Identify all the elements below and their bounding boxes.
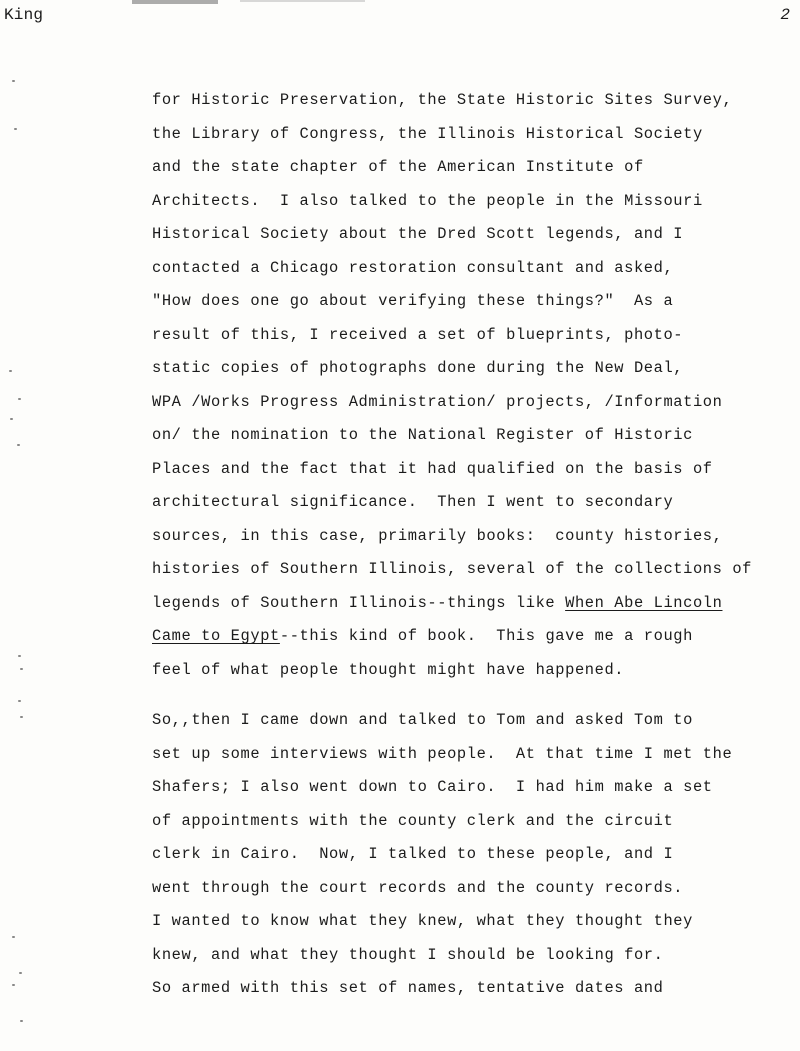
header-author: King — [4, 6, 44, 24]
text-line: and the state chapter of the American Institute of — [152, 158, 644, 176]
text-line: clerk in Cairo. Now, I talked to these people, and I — [152, 845, 674, 863]
margin-speck — [12, 984, 15, 986]
text-line: of appointments with the county clerk and the circuit — [152, 811, 674, 830]
page-number: 2 — [780, 6, 790, 24]
text-line: WPA /Works Progress Administration/ projects, /Information — [152, 392, 723, 411]
text-line: Places and the fact that it had qualified on the basis of — [152, 459, 713, 478]
text-line: So,,then I came down and talked to Tom and asked Tom to — [152, 711, 693, 729]
text-line: result of this, I received a set of blueprints, photo- — [152, 325, 684, 344]
text-line: knew, and what they thought I should be looking for. — [152, 945, 664, 964]
top-scan-smudge — [240, 0, 365, 2]
text-line: "How does one go about verifying these things?" As a — [152, 292, 674, 310]
margin-speck — [10, 418, 13, 420]
text-line: contacted a Chicago restoration consultant and asked, — [152, 258, 674, 277]
text-line: So armed with this set of names, tentative dates and — [152, 979, 664, 997]
underlined-book-title: Came to Egypt — [152, 627, 280, 645]
margin-speck — [18, 700, 21, 702]
text-line: Shafers; I also went down to Cairo. I had him make a set — [152, 778, 713, 796]
text-line-with-title — [152, 620, 792, 654]
text-line: sources, in this case, primarily books: county histories, — [152, 526, 723, 545]
text-line: on/ the nomination to the National Register of Historic — [152, 426, 693, 444]
margin-speck — [12, 80, 15, 82]
line-prefix: legends of Southern Illinois--things like — [152, 593, 566, 612]
text-line: went through the court records and the county records. — [152, 878, 684, 897]
margin-speck — [20, 716, 23, 718]
text-line: Architects. I also talked to the people in the Missouri — [152, 191, 703, 210]
margin-speck — [18, 398, 21, 400]
text-line: set up some interviews with people. At that time I met the — [152, 744, 733, 763]
text-line: architectural significance. Then I went to secondary — [152, 493, 674, 511]
transcript-body — [152, 84, 792, 1006]
line-suffix: --this kind of book. This gave me a rough — [279, 627, 693, 645]
margin-speck — [20, 668, 23, 670]
text-line: feel of what people thought might have happened. — [152, 660, 625, 679]
paragraph-gap — [152, 687, 792, 704]
text-line-with-title — [152, 587, 792, 621]
top-scan-smudge — [132, 0, 218, 4]
margin-speck — [9, 370, 12, 372]
text-line: for Historic Preservation, the State Historic Sites Survey, — [152, 91, 733, 109]
margin-speck — [18, 655, 21, 657]
margin-speck — [14, 128, 17, 130]
margin-speck — [20, 1020, 23, 1022]
text-line: histories of Southern Illinois, several of the collections of — [152, 560, 752, 578]
text-line: the Library of Congress, the Illinois Historical Society — [152, 124, 703, 143]
margin-speck — [19, 972, 22, 974]
text-line: static copies of photographs done during the New Deal, — [152, 359, 684, 377]
text-line: Historical Society about the Dred Scott legends, and I — [152, 225, 684, 243]
margin-speck — [12, 936, 15, 938]
margin-speck — [17, 444, 20, 446]
paragraph-1 — [152, 84, 792, 687]
text-line: I wanted to know what they knew, what they thought they — [152, 912, 693, 930]
underlined-book-title: When Abe Lincoln — [565, 593, 723, 612]
paragraph-2 — [152, 704, 792, 1006]
